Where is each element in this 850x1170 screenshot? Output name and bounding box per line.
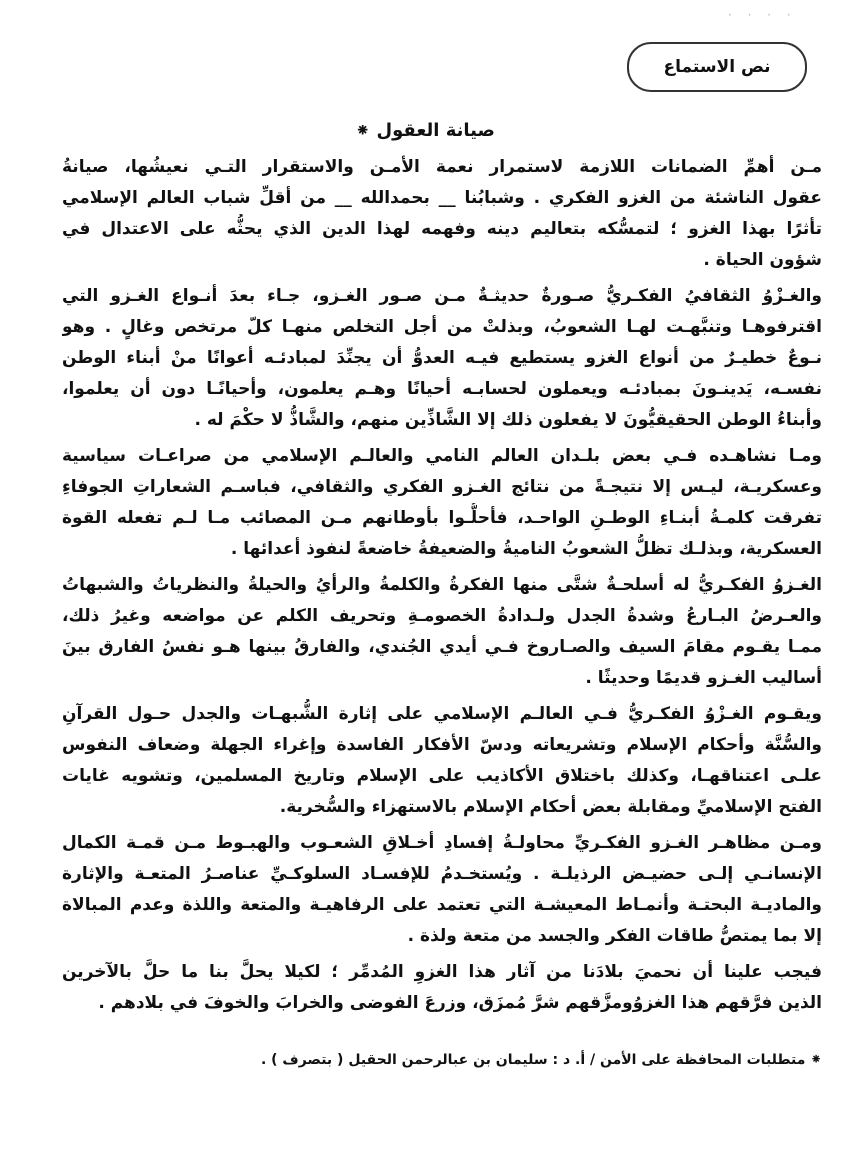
text-line: والماديـة البحتـة وأنمـاط المعيشـة التي تعتمد على الرفاهيـة والمتعة واللذة وعدم المبالاة (62, 895, 822, 915)
text-line: اقترفوهـا وتنبَّهـت لهـا الشعوبُ، وبذلتْ من أجل التخلص منهـا كلّ مرتخص وغالٍ . وهو (62, 317, 822, 337)
paragraph-7 (62, 957, 822, 1019)
text-line: إلا بما يمتصُّ طاقات الفكر والجسد من متعة ولذة . (407, 926, 822, 946)
text-line: والعـرضُ البـارعُ وشدةُ الجدل ولـدادةُ الخصومـةِ وتحريف الكلم عن مواضعه وغيرُ ذلك، (62, 606, 822, 626)
text-line: أساليب الغـزو قديمًا وحديثًا . (585, 668, 822, 688)
text-line: الذين فرَّقهم هذا الغزوُومزَّقهم شرَّ مُمزَق، وزرعَ الفوضى والخرابَ والخوفَ في بلادهم . (98, 993, 822, 1013)
text-line: الغـزوُ الفكـريُّ له أسلحـةٌ شتَّى منها الفكرةُ والكلمةُ والرأيُ والحيلةُ والنظرياتُ والشبهاتُ (62, 575, 822, 595)
text-line: العسكرية، وبذلـك تظلُّ الشعوبُ الناميةُ والضعيفةُ خاضعةً لنفوذ أعدائها . (230, 539, 822, 559)
paragraph-2 (62, 281, 822, 436)
text-line: مـن أهمِّ الضمانات اللازمة لاستمرار نعمة الأمـن والاستقرار التـي نعيشُها، صيانةُ (62, 157, 822, 177)
paragraph-6 (62, 828, 822, 952)
paragraph-3 (62, 441, 822, 565)
scan-corner-marks: · · · · (728, 8, 797, 22)
text-line: تأثرًا بهذا الغزو ؛ لتمسُّكه بتعاليم دينه وفهمه لهذا الدين الذي يحثُّه على الاعتدال في (62, 219, 822, 239)
text-line: عقول الناشئة من الغزو الفكري . وشبابُنا __ بحمدالله __ من أقلِّ شباب العالم الإسلامي (62, 188, 822, 208)
section-label-box (627, 42, 807, 92)
text-line: ممـا يقـوم مقامَ السيف والصـاروخ فـي أيدي الجُندي، والفارقُ بينها هـو نفسُ الفارق بينَ (62, 637, 822, 657)
text-line: والغـزْوُ الثقافيُ الفكـريُّ صـورةٌ حديثـةٌ مـن صـور الغـزو، جـاء بعدَ أنـواع الغـزو التي (62, 286, 822, 306)
text-line: فيجب علينا أن نحميَ بلادَنا من آثار هذا الغزوِ المُدمِّر ؛ لكيلا يحلَّ بنا ما حلَّ بالآخرين (62, 962, 822, 982)
text-line: الإنسانـي إلـى حضيـض الرذيلـة . ويُستخـدمُ للإفسـاد السلوكـيِّ عناصـرُ المتعـة والإثارة (62, 864, 822, 884)
text-line: ومـن مظاهـر الغـزو الفكـريِّ محاولـةُ إفسادِ أخـلاقِ الشعـوب والهبـوط مـن قمـة الكمال (62, 833, 822, 853)
text-line: نفسـه، يَدينـونَ بمبادئـه ويعملون لحسابـه أحيانًا وهـم يعلمون، وأحيانًـا دون أن يعلموا، (62, 379, 822, 399)
paragraph-5 (62, 699, 822, 823)
text-line: شؤون الحياة . (703, 250, 822, 270)
paragraph-1 (62, 152, 822, 276)
text-line: ويقـوم الغـزْوُ الفكـريُّ فـي العالـم الإسلامي على إثارة الشُّبهـات والجدل حـول القرآنِ (62, 704, 822, 724)
text-line: علـى اعتناقهـا، وكذلك باختلاق الأكاذيب على الإسلام وتاريخ المسلمين، وتشويه غايات (62, 766, 822, 786)
text-line: ومـا نشاهـده فـي بعض بلـدان العالم النامي والعالـم الإسلامي من صراعـات سياسية (62, 446, 822, 466)
text-line: الفتح الإسلاميِّ ومقابلة بعض أحكام الإسلام بالاستهزاء والسُّخرية. (279, 797, 822, 817)
text-line: نـوعٌ خطيـرٌ من أنواع الغزو يستطيع فيـه العدوُّ أن يجنِّدَ لمبادئـه أعوانًا منْ أبناء الوطن (62, 348, 822, 368)
section-label: نص الاستماع (663, 57, 771, 77)
paragraph-4 (62, 570, 822, 694)
article-title: صيانة العقول ⁕ (355, 120, 495, 141)
text-line: تفرقت كلمـةُ أبنـاءِ الوطـنِ الواحـد، فأحلُّـوا بأوطانهم مـن المصائب مـا لـم تفعله القوة (62, 508, 822, 528)
source-footnote: ⁕ متطلبات المحافظة على الأمن / أ. د : سليمان بن عبالرحمن الحقيل ( بتصرف ) . (260, 1052, 822, 1068)
article-body (62, 152, 822, 1024)
text-line: وعسكريـة، ليـس إلا نتيجـةً من نتائج الغـزو الفكري والثقافي، فباسـم الشعاراتِ الجوفاءِ (62, 477, 822, 497)
text-line: والسُّنَّة وأحكام الإسلام وتشريعاته ودسّ الأفكار الفاسدة وإغراء الجهلة وضعاف النفوس (62, 735, 822, 755)
text-line: وأبناءُ الوطن الحقيقيُّونَ لا يفعلون ذلك إلا الشَّاذِّين منهم، والشَّاذُّ لا حكْمَ له . (194, 410, 822, 430)
